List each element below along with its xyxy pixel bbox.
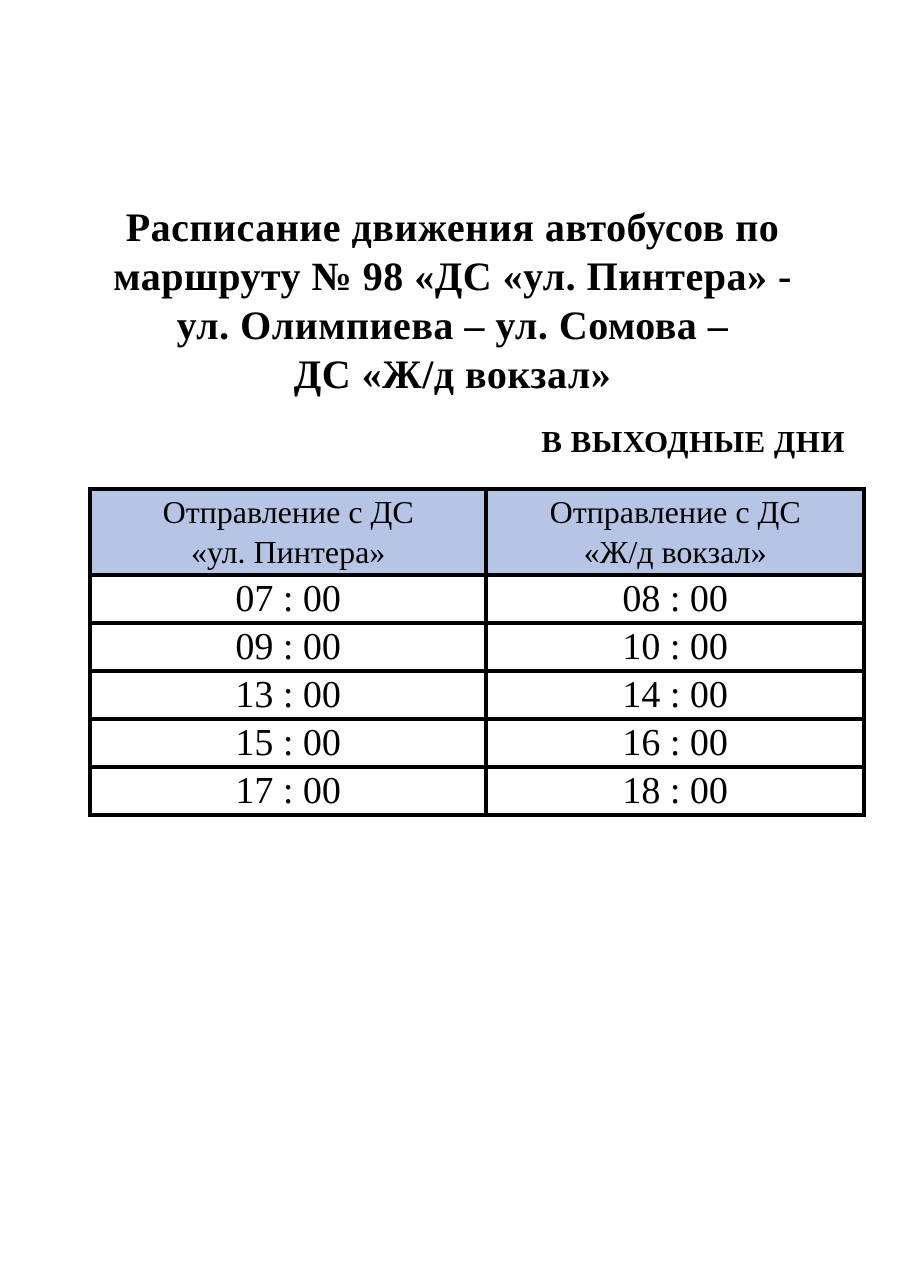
table-row <box>90 719 864 767</box>
departure-time-cell: 10 : 00 <box>486 623 864 671</box>
departure-time-cell: 08 : 00 <box>486 575 864 623</box>
departure-time-cell: 09 : 00 <box>90 623 486 671</box>
departure-time-cell: 17 : 00 <box>90 767 486 815</box>
departure-time-cell: 16 : 00 <box>486 719 864 767</box>
col-header-line: «Ж/д вокзал» <box>583 534 767 570</box>
departure-time-cell: 18 : 00 <box>486 767 864 815</box>
departure-time-cell: 07 : 00 <box>90 575 486 623</box>
schedule-title <box>0 203 905 399</box>
table-row <box>90 623 864 671</box>
table-row <box>90 671 864 719</box>
header-row <box>90 489 864 575</box>
departure-time-cell: 14 : 00 <box>486 671 864 719</box>
title-line: Расписание движения автобусов по <box>125 205 780 250</box>
col-header-line: Отправление с ДС <box>162 494 414 530</box>
col-header-line: Отправление с ДС <box>549 494 801 530</box>
title-line: маршруту № 98 «ДС «ул. Пинтера» - <box>113 254 792 299</box>
col-header-vokzal <box>486 489 864 575</box>
table-row <box>90 575 864 623</box>
col-header-line: «ул. Пинтера» <box>190 534 386 570</box>
schedule-table <box>88 487 866 817</box>
table-row <box>90 767 864 815</box>
title-line: ул. Олимпиева – ул. Сомова – <box>176 303 729 348</box>
title-line: ДС «Ж/д вокзал» <box>293 352 612 397</box>
col-header-pintera <box>90 489 486 575</box>
departure-time-cell: 13 : 00 <box>90 671 486 719</box>
departure-time-cell: 15 : 00 <box>90 719 486 767</box>
weekend-days-label: В ВЫХОДНЫЕ ДНИ <box>541 424 845 459</box>
